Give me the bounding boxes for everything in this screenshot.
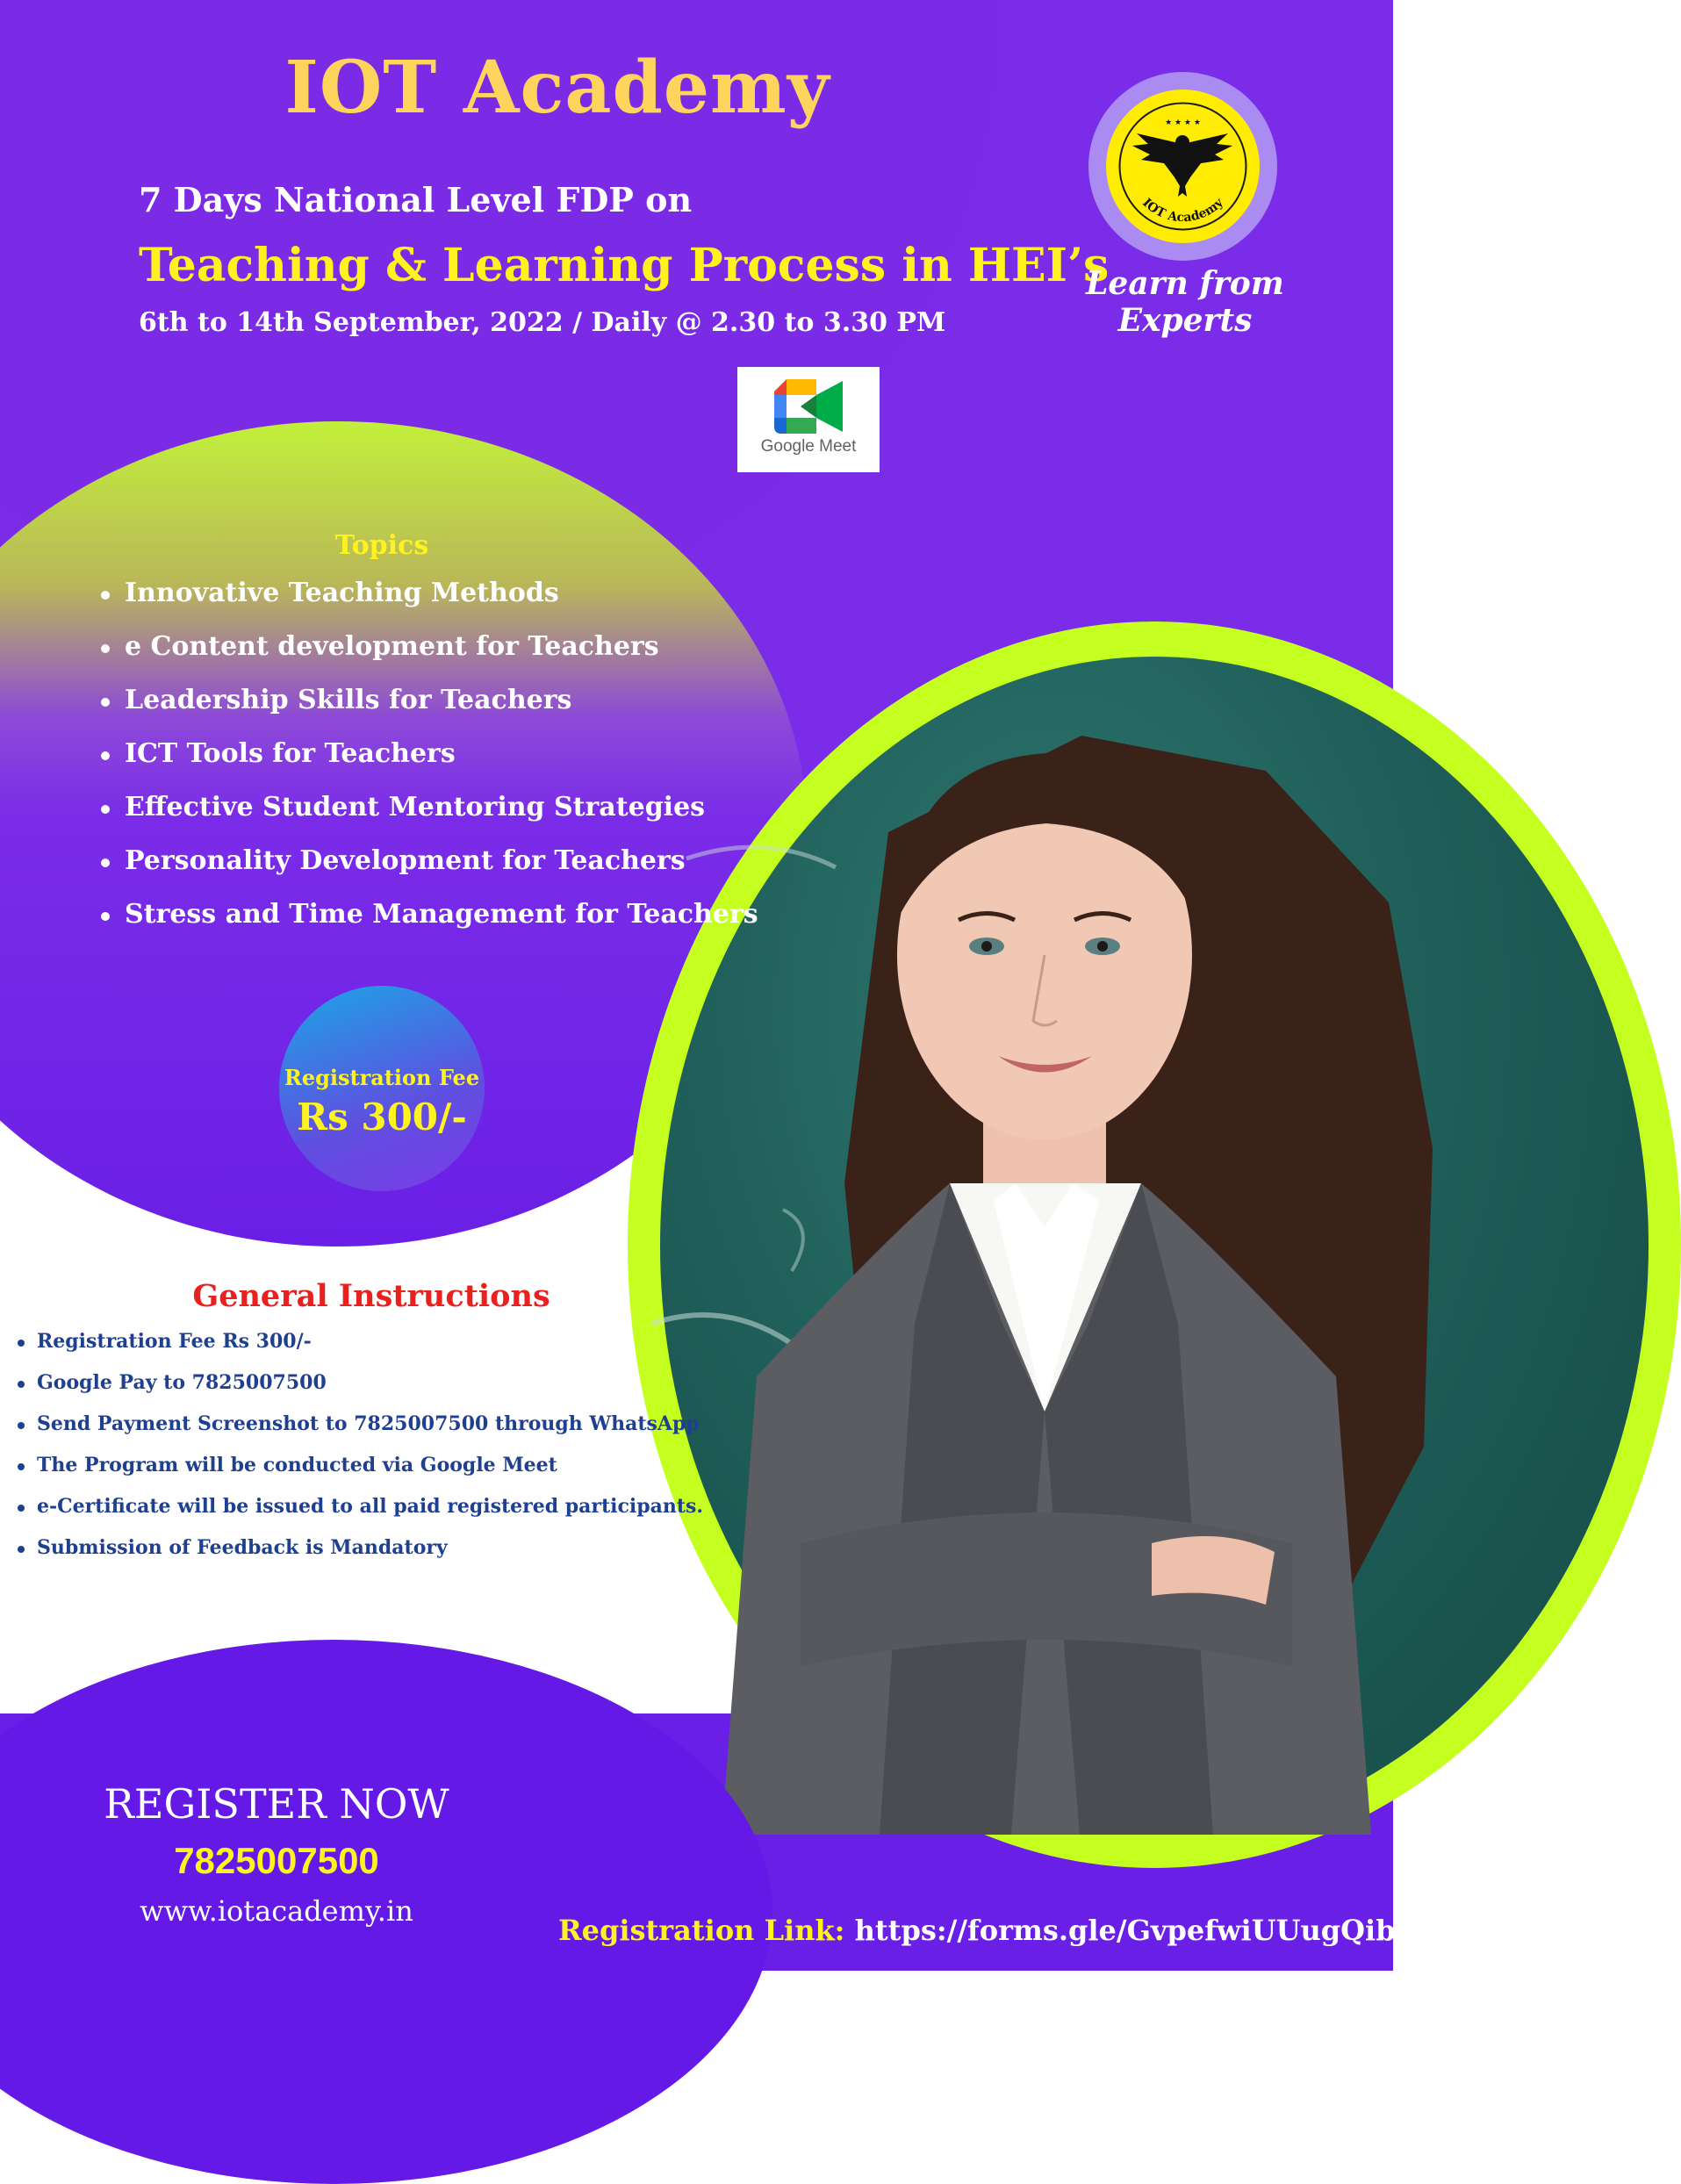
instructions-heading: General Instructions: [192, 1278, 550, 1314]
register-phone[interactable]: 7825007500: [174, 1840, 379, 1881]
teacher-photo: [660, 657, 1649, 1835]
program-headline: Teaching & Learning Process in HEI’s: [139, 239, 1110, 292]
page-title: IOT Academy: [284, 46, 830, 130]
topic-item: Personality Development for Teachers: [98, 845, 758, 899]
academy-logo: [1106, 90, 1260, 243]
program-subtitle: 7 Days National Level FDP on: [139, 180, 693, 219]
teacher-illustration: [660, 657, 1649, 1835]
topic-item: Stress and Time Management for Teachers: [98, 899, 758, 952]
register-now-heading: REGISTER NOW: [104, 1780, 449, 1828]
instruction-item: Registration Fee Rs 300/-: [16, 1330, 703, 1371]
instruction-item: e-Certificate will be issued to all paid registered participants.: [16, 1495, 703, 1536]
tagline: Learn from Experts: [1086, 265, 1284, 339]
logo-stars: ★ ★ ★ ★: [1165, 119, 1201, 127]
google-meet-label: Google Meet: [760, 437, 857, 456]
topics-heading: Topics: [334, 530, 429, 561]
topic-item: ICT Tools for Teachers: [98, 738, 758, 792]
topic-item: Leadership Skills for Teachers: [98, 685, 758, 738]
eagle-icon: [1106, 90, 1260, 243]
instruction-item: Submission of Feedback is Mandatory: [16, 1536, 703, 1577]
registration-link-url[interactable]: https://forms.gle/GvpefwiUUugQibnp9: [854, 1914, 1455, 1947]
instruction-item: Send Payment Screenshot to 7825007500 through WhatsApp: [16, 1412, 703, 1454]
registration-link-line: [558, 1914, 1455, 1947]
registration-fee-badge: [279, 986, 485, 1191]
google-meet-badge: [737, 367, 880, 472]
logo-text: IOT Academy: [1139, 196, 1226, 226]
fee-label: Registration Fee: [284, 1065, 480, 1090]
svg-text:IOT Academy: [1139, 196, 1226, 226]
program-dates: 6th to 14th September, 2022 / Daily @ 2.30 to 3.30 PM: [139, 307, 946, 338]
google-meet-icon: [774, 379, 843, 434]
website-link[interactable]: www.iotacademy.in: [140, 1894, 413, 1928]
topic-item: Innovative Teaching Methods: [98, 578, 758, 631]
registration-link-label: Registration Link:: [558, 1914, 845, 1947]
instruction-item: Google Pay to 7825007500: [16, 1371, 703, 1412]
topic-item: e Content development for Teachers: [98, 631, 758, 685]
instruction-item: The Program will be conducted via Google Meet: [16, 1454, 703, 1495]
topic-item: Effective Student Mentoring Strategies: [98, 792, 758, 845]
topics-list: [98, 578, 758, 952]
instructions-list: [16, 1330, 703, 1577]
fee-amount: Rs 300/-: [297, 1096, 467, 1139]
